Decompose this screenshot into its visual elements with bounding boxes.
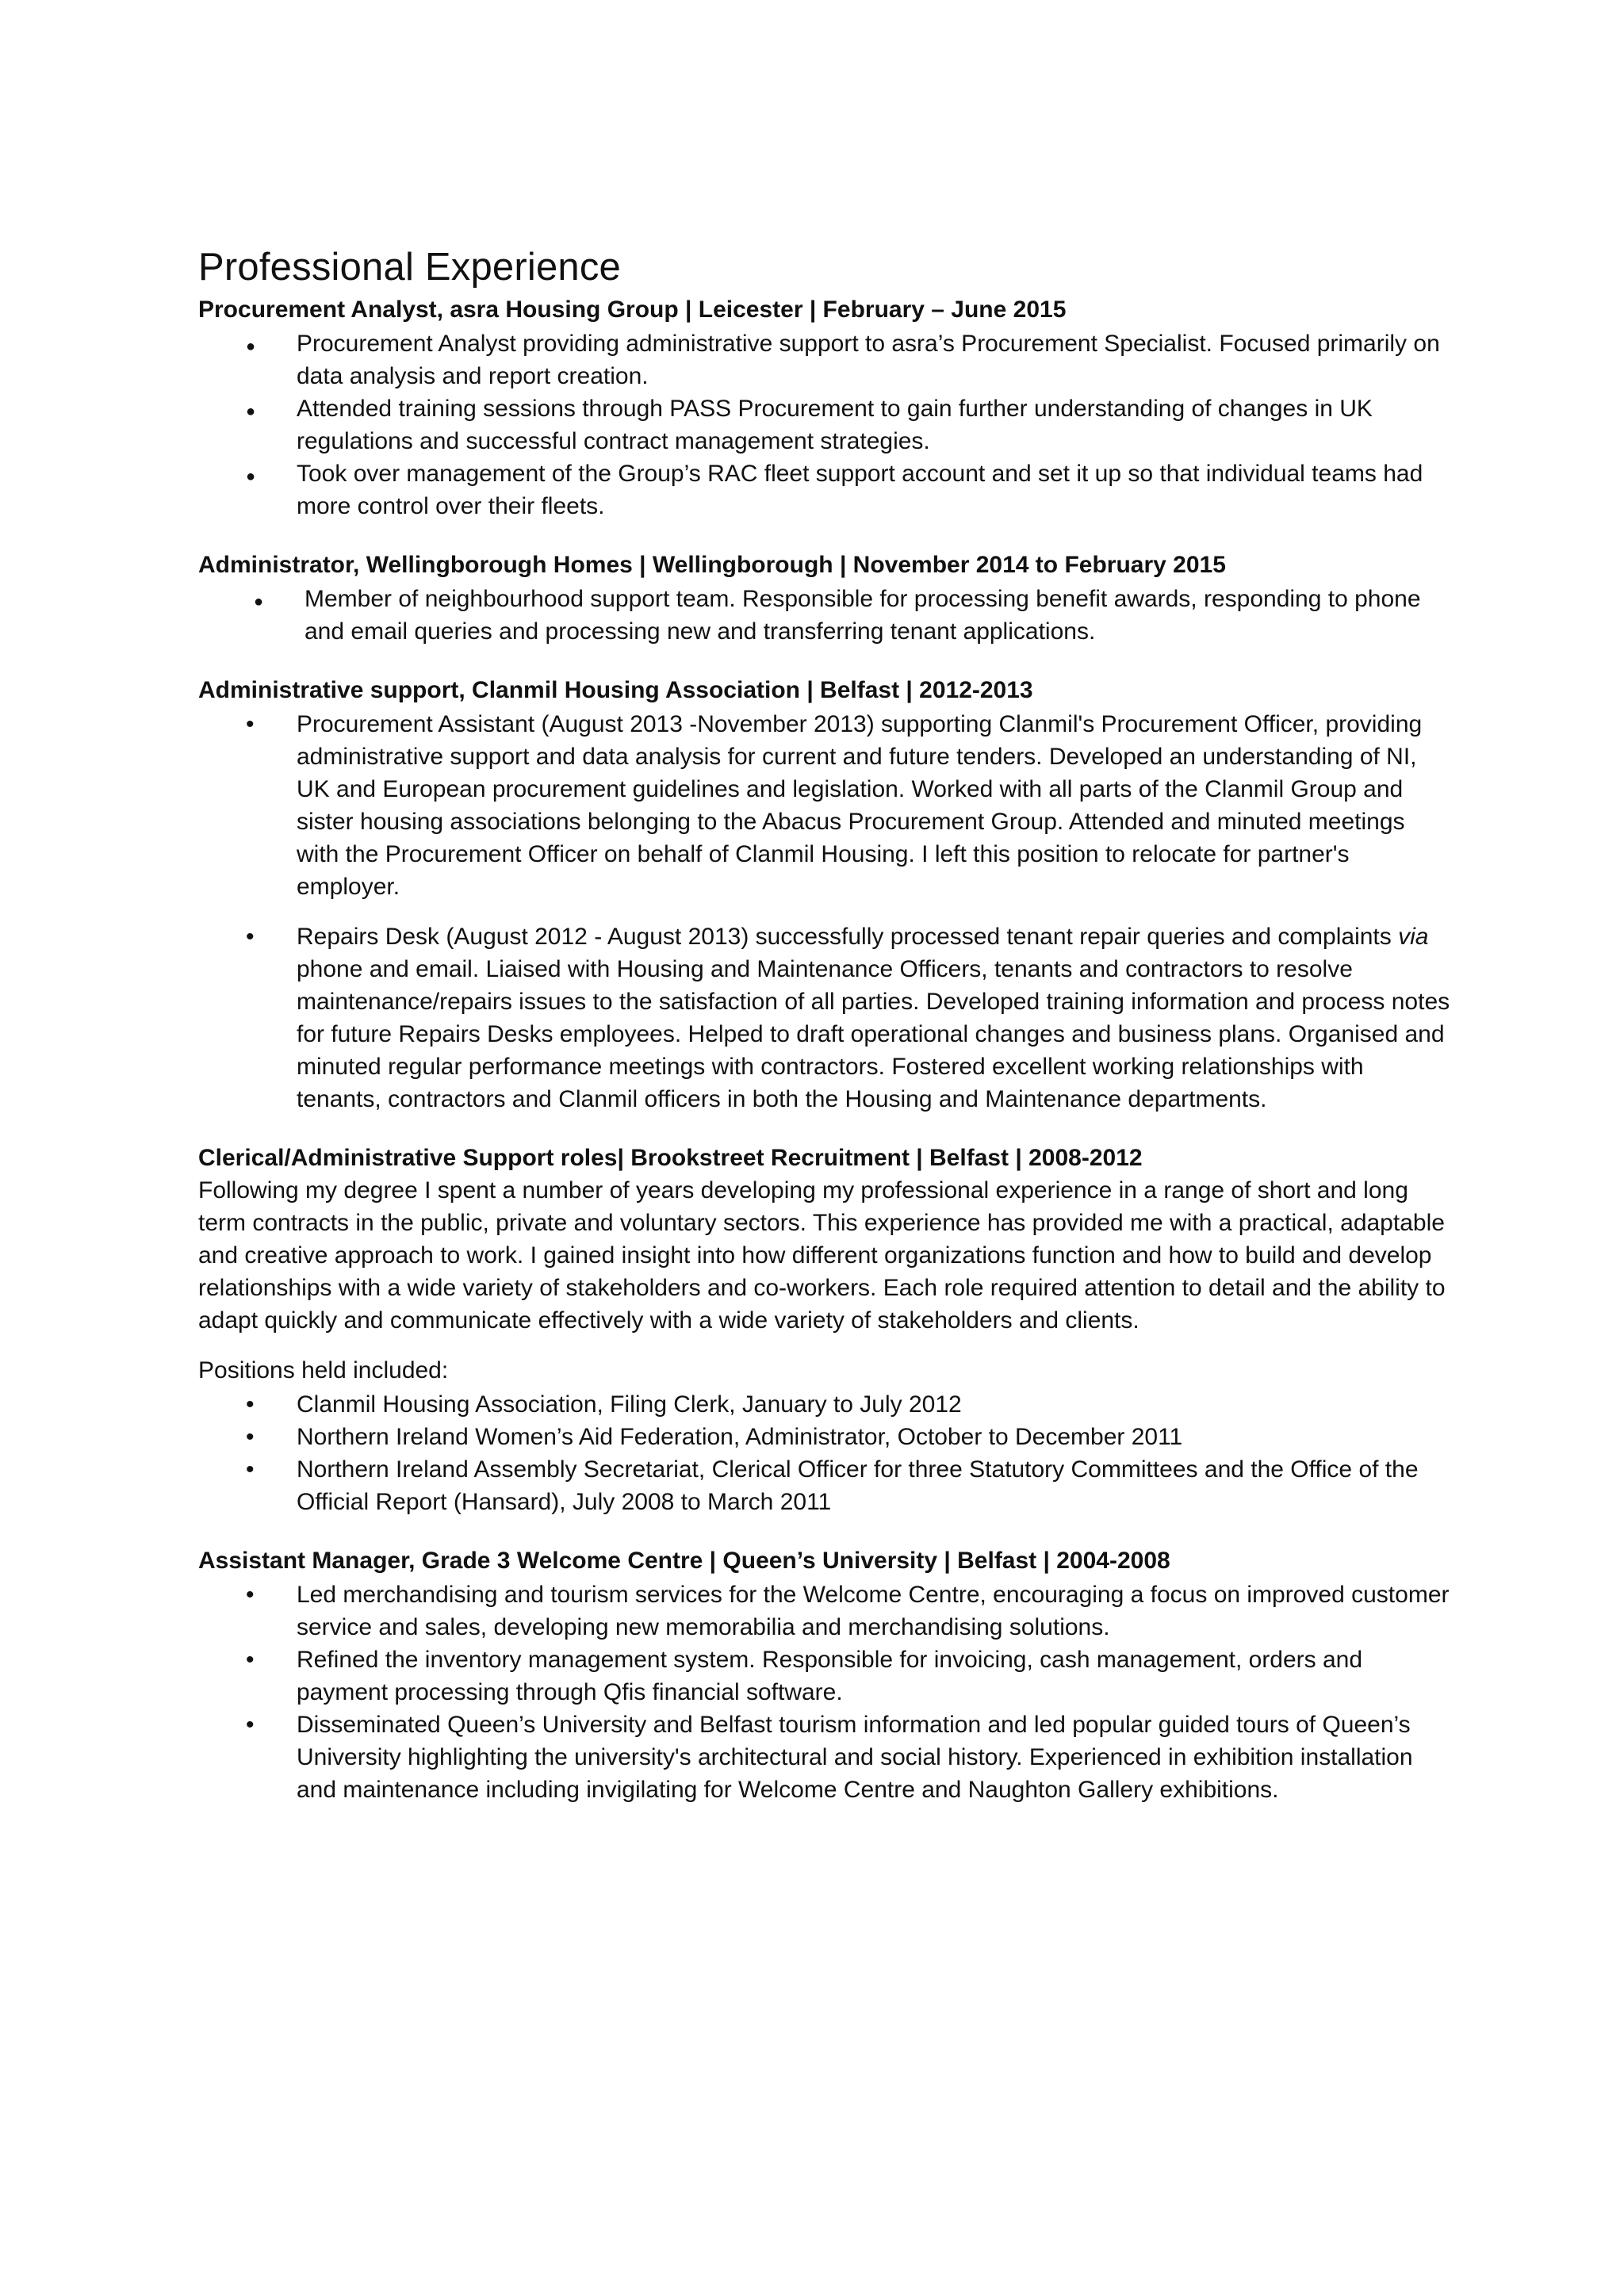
list-item: ● Member of neighbourhood support team. Responsible for processing benefit awards, responding to phone and email queries and processing new and transferring tenant applications. — [254, 586, 1421, 645]
job-section — [198, 294, 1451, 522]
bullet-icon: • — [246, 1391, 255, 1418]
list-item: • Procurement Assistant (August 2013 -November 2013) supporting Clanmil's Procurement Officer, providing administrative support and data analysis for current and future tenders. Developed an understanding of NI, UK and European procurement guidelines and legislation. Worked with all parts of the Clanmil Group and sister housing associations belonging to the Abacus Procurement Group. Attended and minuted meetings with the Procurement Officer on behalf of Clanmil Housing. I left this position to relocate for partner's employer. — [198, 708, 1451, 903]
job-summary: Following my degree I spent a number of years developing my professional experience in a range of short and long term contracts in the public, private and voluntary sectors. This experience has provided me with a practical, adaptable and creative approach to work. I gained insight into how different organizations function and how to build and develop relationships with a wide variety of stakeholders and co-workers. Each role required attention to detail and the ability to adapt quickly and communicate effectively with a wide variety of stakeholders and clients. — [198, 1177, 1446, 1334]
page-heading: Professional Experience — [198, 246, 622, 289]
bullet-icon: • — [246, 1647, 255, 1673]
bullet-icon: • — [246, 1424, 255, 1450]
bullet-icon: • — [246, 1582, 255, 1608]
job-bullets — [198, 1388, 1451, 1518]
list-item: • Refined the inventory management system. Responsible for invoicing, cash management, orders and payment processing through Qfis financial software. — [198, 1644, 1451, 1709]
job-section — [198, 1545, 1451, 1806]
bullet-icon: ● — [246, 403, 256, 420]
job-section — [198, 1142, 1451, 1518]
bullet-icon: • — [246, 1456, 255, 1483]
job-title: Administrative support, Clanmil Housing Association | Belfast | 2012-2013 — [198, 677, 1033, 703]
bullet-icon: ● — [246, 468, 256, 485]
bullet-icon: • — [246, 924, 255, 950]
list-item: ● Attended training sessions through PASS Procurement to gain further understanding of changes in UK regulations and successful contract management strategies. — [246, 396, 1373, 454]
job-bullets — [198, 708, 1451, 1115]
bullet-icon: ● — [246, 338, 256, 355]
job-title: Procurement Analyst, asra Housing Group | Leicester | February – June 2015 — [198, 297, 1067, 323]
bullet-icon: • — [246, 1712, 255, 1738]
job-bullets — [198, 583, 1451, 648]
job-title: Assistant Manager, Grade 3 Welcome Centre | Queen’s University | Belfast | 2004-2008 — [198, 1548, 1170, 1574]
list-item: ● Procurement Analyst providing administrative support to asra’s Procurement Specialist. Focused primarily on data analysis and report creation. — [246, 331, 1440, 389]
bullet-icon: ● — [254, 593, 264, 610]
resume-page — [198, 242, 1451, 1833]
job-title: Clerical/Administrative Support roles| Brookstreet Recruitment | Belfast | 2008-2012 — [198, 1145, 1143, 1171]
list-item: • Clanmil Housing Association, Filing Clerk, January to July 2012 — [198, 1388, 1451, 1421]
list-item: • Northern Ireland Women’s Aid Federation, Administrator, October to December 2011 — [198, 1421, 1451, 1453]
job-section — [198, 549, 1451, 648]
job-bullets — [198, 327, 1451, 522]
list-item: • Led merchandising and tourism services for the Welcome Centre, encouraging a focus on improved customer service and sales, developing new memorabilia and merchandising solutions. — [198, 1578, 1451, 1644]
job-bullets — [198, 1578, 1451, 1806]
list-item: ● Took over management of the Group’s RAC fleet support account and set it up so that individual teams had more control over their fleets. — [246, 461, 1423, 519]
list-item: • Northern Ireland Assembly Secretariat, Clerical Officer for three Statutory Committees and the Office of the Official Report (Hansard), July 2008 to March 2011 — [198, 1453, 1451, 1518]
bullet-icon: • — [246, 711, 255, 737]
positions-label: Positions held included: — [198, 1357, 449, 1383]
job-section — [198, 675, 1451, 1115]
list-item: • Disseminated Queen’s University and Belfast tourism information and led popular guided tours of Queen’s University highlighting the university's architectural and social history. Experienced in exhibition installation and maintenance including invigilating for Welcome Centre and Naughton Gallery exhibitions. — [198, 1709, 1451, 1806]
list-item: • Repairs Desk (August 2012 - August 2013) successfully processed tenant repair queries and complaints via phone and email. Liaised with Housing and Maintenance Officers, tenants and contractors to resolve maintenance/repairs issues to the satisfaction of all parties. Developed training information and process notes for future Repairs Desks employees. Helped to draft operational changes and business plans. Organised and minuted regular performance meetings with contractors. Fostered excellent working relationships with tenants, contractors and Clanmil officers in both the Housing and Maintenance departments. — [198, 920, 1451, 1115]
job-title: Administrator, Wellingborough Homes | Wellingborough | November 2014 to February 2015 — [198, 552, 1226, 578]
